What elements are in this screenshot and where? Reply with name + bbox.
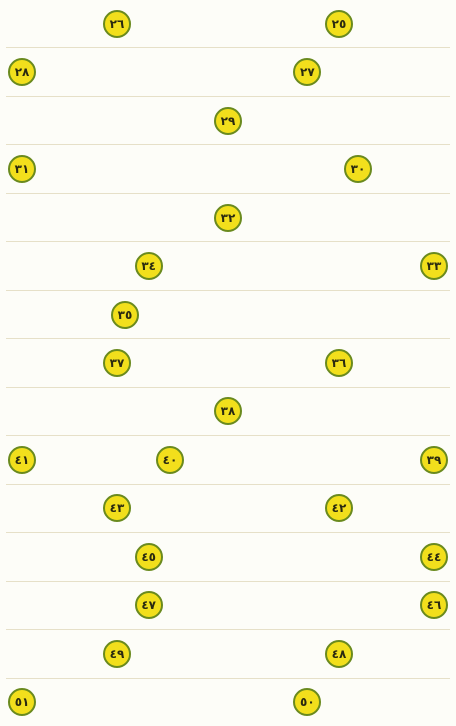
ayah-number-marker: [214, 107, 242, 135]
ayah-number: ٣١: [14, 162, 30, 177]
ayah-number-marker: [8, 155, 36, 183]
text-line: [6, 291, 450, 339]
ayah-number-marker: [420, 543, 448, 571]
ayah-number: ٤٨: [331, 646, 347, 661]
ayah-number: ٣٤: [141, 259, 157, 274]
ayah-number-marker: [344, 155, 372, 183]
text-line: [6, 582, 450, 630]
ayah-number: ٥١: [14, 695, 30, 710]
ayah-number-marker: [103, 494, 131, 522]
ayah-number-marker: [325, 349, 353, 377]
ayah-number: ٢٥: [331, 16, 347, 31]
ayah-number-marker: [420, 591, 448, 619]
ayah-number-marker: [103, 640, 131, 668]
text-line: [6, 242, 450, 290]
ayah-number: ٣٣: [426, 259, 442, 274]
ayah-number: ٤٤: [426, 549, 442, 564]
text-line: [6, 485, 450, 533]
text-line: [6, 339, 450, 387]
ayah-number-marker: [103, 10, 131, 38]
text-line: [6, 679, 450, 726]
ayah-number-marker: [325, 640, 353, 668]
ayah-number-marker: [325, 10, 353, 38]
ayah-number-marker: [111, 301, 139, 329]
ayah-number: ٢٧: [300, 65, 315, 80]
ayah-number: ٤٧: [141, 598, 157, 613]
ayah-number-marker: [293, 688, 321, 716]
ayah-number: ٤٦: [426, 598, 442, 613]
ayah-number: ٣٠: [350, 162, 366, 177]
text-line: [6, 194, 450, 242]
ayah-number: ٤٩: [109, 646, 125, 661]
text-line: [6, 388, 450, 436]
ayah-number-marker: [420, 252, 448, 280]
text-line: [6, 533, 450, 581]
ayah-number-marker: [214, 204, 242, 232]
ayah-number-marker: [135, 591, 163, 619]
ayah-number: ٢٦: [109, 16, 125, 31]
page-lines: [6, 0, 450, 726]
ayah-number-marker: [135, 543, 163, 571]
ayah-number: ٤٣: [109, 501, 125, 516]
ayah-number: ٣٥: [117, 307, 133, 322]
ayah-number: ٤٥: [141, 549, 157, 564]
ayah-number: ٤١: [14, 452, 30, 467]
ayah-number-marker: [214, 397, 242, 425]
ayah-number-marker: [420, 446, 448, 474]
text-line: [6, 630, 450, 678]
ayah-number: ٤٢: [331, 501, 347, 516]
text-line: [6, 145, 450, 193]
text-line: [6, 48, 450, 96]
ayah-number-marker: [156, 446, 184, 474]
ayah-number: ٢٩: [220, 113, 236, 128]
ayah-number-marker: [8, 688, 36, 716]
text-line: [6, 436, 450, 484]
ayah-number: ٣٦: [331, 356, 347, 371]
ayah-number-marker: [8, 58, 36, 86]
text-line: [6, 0, 450, 48]
ayah-number: ٤٠: [162, 452, 178, 467]
ayah-number-marker: [103, 349, 131, 377]
ayah-number: ٣٢: [220, 210, 236, 225]
ayah-number-marker: [135, 252, 163, 280]
ayah-number: ٥٠: [300, 695, 315, 710]
ayah-number-marker: [325, 494, 353, 522]
text-line: [6, 97, 450, 145]
ayah-number: ٣٩: [426, 452, 442, 467]
ayah-number-marker: [293, 58, 321, 86]
ayah-number: ٣٨: [220, 404, 236, 419]
ayah-number-marker: [8, 446, 36, 474]
ayah-number: ٣٧: [109, 356, 125, 371]
ayah-number: ٢٨: [14, 65, 30, 80]
